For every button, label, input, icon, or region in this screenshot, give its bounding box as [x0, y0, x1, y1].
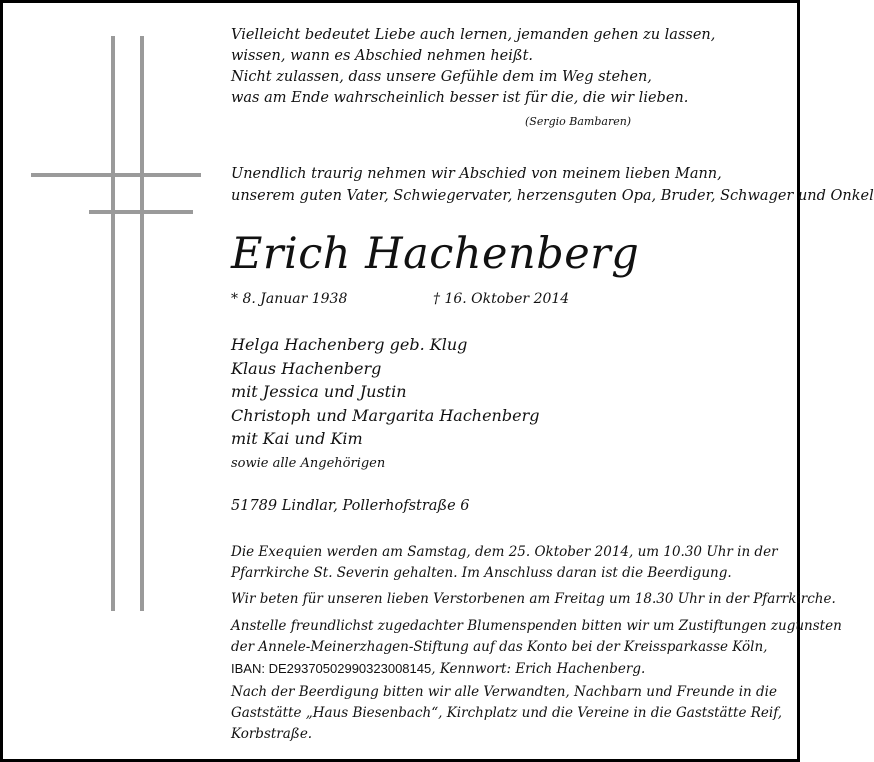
mourner: Klaus Hachenberg [231, 358, 382, 378]
poem-line: Nicht zulassen, dass unsere Gefühle dem im Weg stehen, [231, 69, 652, 85]
poem-author: (Sergio Bambaren) [525, 115, 632, 128]
cross-horizontal-bar-bottom [89, 210, 193, 214]
poem-line: was am Ende wahrscheinlich besser ist für die, die wir lieben. [231, 90, 689, 106]
mourner: mit Jessica und Justin [231, 382, 407, 401]
death-date: † 16. Oktober 2014 [433, 291, 570, 307]
relatives-note: sowie alle Angehörigen [231, 456, 386, 471]
cross-vertical-bar-left [111, 36, 115, 611]
paragraph-line: Nach der Beerdigung bitten wir alle Verwandten, Nachbarn und Freunde in die [231, 684, 777, 700]
intro-text [231, 163, 874, 207]
mourner: Christoph und Margarita Hachenberg [231, 405, 540, 425]
paragraph-line: Die Exequien werden am Samstag, dem 25. Oktober 2014, um 10.30 Uhr in der [231, 544, 778, 560]
cross-horizontal-bar-top [31, 173, 201, 177]
cross-vertical-bar-right [140, 36, 144, 611]
address: 51789 Lindlar, Pollerhofstraße 6 [231, 498, 470, 514]
paragraph-line: Gaststätte „Haus Biesenbach“, Kirchplatz und die Vereine in die Gaststätte Reif, [231, 705, 783, 721]
poem-line: Vielleicht bedeutet Liebe auch lernen, jemanden gehen zu lassen, [231, 27, 716, 43]
deceased-name: Erich Hachenberg [231, 229, 640, 279]
prayer-paragraph: Wir beten für unseren lieben Verstorbenen am Freitag um 18.30 Uhr in der Pfarrkirche. [231, 591, 836, 607]
mourner: mit Kai und Kim [231, 429, 363, 448]
iban: IBAN: DE29370502990323008145 [231, 661, 432, 676]
birth-date: * 8. Januar 1938 [231, 291, 348, 307]
paragraph-line: Pfarrkirche St. Severin gehalten. Im Anschluss daran ist die Beerdigung. [231, 565, 732, 581]
exequien-paragraph [231, 542, 778, 584]
poem-line: wissen, wann es Abschied nehmen heißt. [231, 48, 534, 64]
poem [231, 25, 715, 109]
mourners-list [231, 333, 539, 451]
intro-line: Unendlich traurig nehmen wir Abschied von meinem lieben Mann, [231, 166, 722, 182]
paragraph-line [231, 658, 842, 680]
mourner: Helga Hachenberg geb. Klug [231, 335, 468, 354]
kennwort: , Kennwort: Erich Hachenberg. [431, 661, 646, 677]
paragraph-line: Anstelle freundlichst zugedachter Blumenspenden bitten wir um Zustiftungen zugunsten [231, 618, 842, 634]
reception-paragraph [231, 682, 782, 745]
intro-line: unserem guten Vater, Schwiegervater, herzensguten Opa, Bruder, Schwager und Onkel [231, 188, 874, 204]
paragraph-line: Korbstraße. [231, 726, 313, 742]
donation-paragraph [231, 616, 842, 680]
paragraph-line: der Annele-Meinerzhagen-Stiftung auf das Konto bei der Kreissparkasse Köln, [231, 639, 768, 655]
